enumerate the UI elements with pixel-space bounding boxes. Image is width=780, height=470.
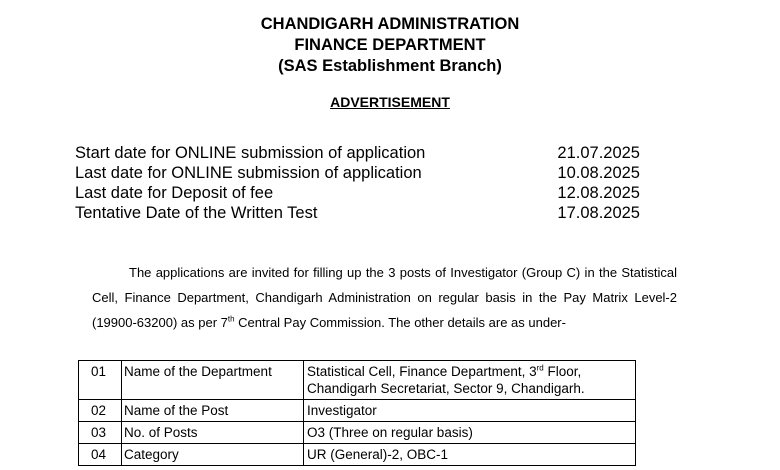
- date-label: Last date for Deposit of fee: [75, 184, 274, 202]
- date-row: [75, 183, 640, 203]
- advertisement-title: ADVERTISEMENT: [330, 94, 450, 110]
- value-superscript: rd: [536, 363, 544, 373]
- date-value: 21.07.2025: [557, 144, 640, 162]
- header-line-branch: (SAS Establishment Branch): [278, 57, 502, 75]
- paragraph-superscript: th: [227, 314, 235, 324]
- date-value: 17.08.2025: [557, 204, 640, 222]
- row-field-name: Category: [122, 444, 304, 466]
- date-label: Start date for ONLINE submission of application: [75, 144, 426, 162]
- row-field-value: Investigator: [304, 400, 636, 422]
- table-row: [79, 361, 636, 400]
- row-number: 03: [79, 422, 122, 444]
- row-field-value: [304, 361, 636, 400]
- row-number: 04: [79, 444, 122, 466]
- date-row: [75, 203, 640, 223]
- table-row: [79, 400, 636, 422]
- intro-paragraph: [92, 260, 677, 335]
- row-field-name: Name of the Post: [122, 400, 304, 422]
- row-number: 01: [79, 361, 122, 400]
- row-field-value: UR (General)-2, OBC-1: [304, 444, 636, 466]
- table-row: [79, 444, 636, 466]
- paragraph-text-1: The applications are invited for filling up the 3 posts of Investigator (Group C) in the Statistical Cell, Finance Department, Chandigarh Administration on regular basis in the Pay Matrix Level-2 (19900-63200) as per 7: [92, 265, 677, 330]
- header-line-administration: CHANDIGARH ADMINISTRATION: [260, 15, 520, 33]
- date-label: Last date for ONLINE submission of application: [75, 164, 422, 182]
- post-details-table: [78, 360, 636, 466]
- important-dates: [75, 143, 640, 223]
- date-row: [75, 163, 640, 183]
- row-field-name: Name of the Department: [122, 361, 304, 400]
- date-row: [75, 143, 640, 163]
- row-field-value: O3 (Three on regular basis): [304, 422, 636, 444]
- date-value: 10.08.2025: [557, 164, 640, 182]
- table-row: [79, 422, 636, 444]
- row-field-name: No. of Posts: [122, 422, 304, 444]
- date-value: 12.08.2025: [557, 184, 640, 202]
- value-text-2: Floor, Chandigarh Secretariat, Sector 9, Chandigarh.: [307, 364, 585, 396]
- row-number: 02: [79, 400, 122, 422]
- header-line-department: FINANCE DEPARTMENT: [294, 36, 486, 54]
- value-text-1: Statistical Cell, Finance Department, 3: [307, 364, 537, 379]
- document-header: [0, 14, 780, 77]
- date-label: Tentative Date of the Written Test: [75, 204, 318, 222]
- paragraph-text-2: Central Pay Commission. The other details are as under-: [234, 315, 566, 330]
